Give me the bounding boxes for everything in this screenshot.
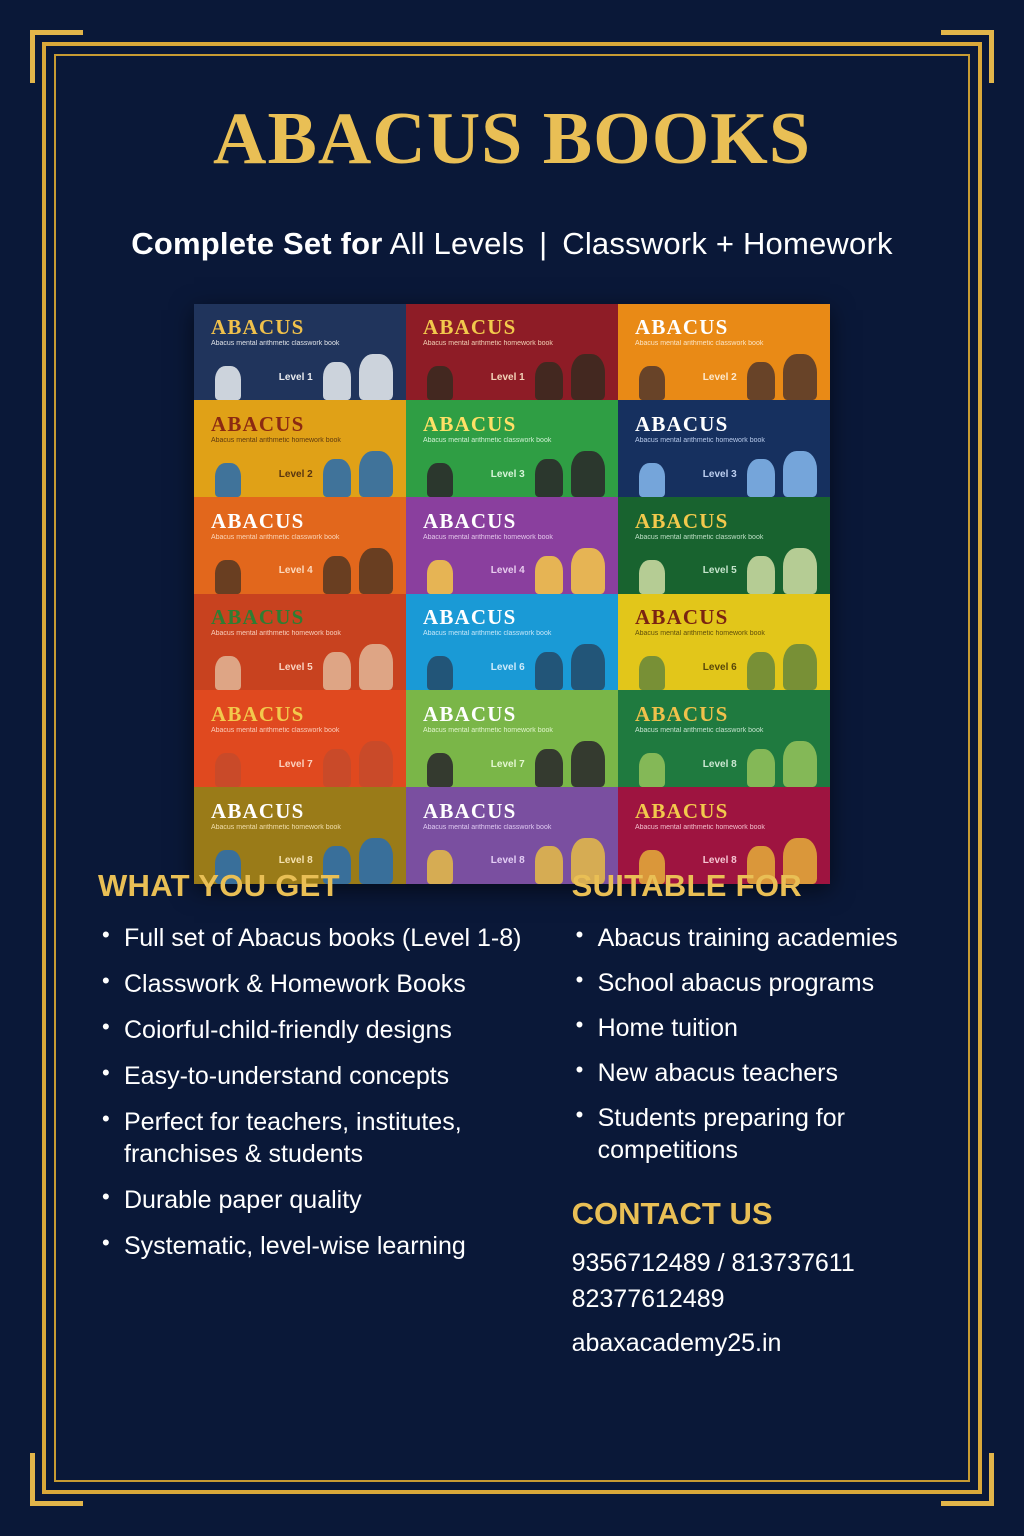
subtitle-levels: All Levels [389,225,525,261]
book-cover-subtitle: Abacus mental arithmetic classwork book [422,630,552,638]
book-cover-level: Level 8 [278,855,313,867]
suitable-for-item: • Abacus training academies [572,922,944,954]
book-cover-level: Level 6 [490,661,525,673]
page-title: ABACUS BOOKS [213,98,811,180]
book-cover [406,594,618,691]
book-cover-illustration [571,644,605,690]
book-cover [406,690,618,787]
suitable-for-item: • New abacus teachers [572,1057,944,1089]
book-cover-illustration [323,749,351,787]
what-you-get-item: • Systematic, level-wise learning [98,1230,536,1262]
book-cover-title: ABACUS [422,411,517,436]
book-cover-title: ABACUS [422,605,517,630]
book-cover-illustration [783,451,817,497]
book-cover [194,594,406,691]
book-cover-illustration [359,451,393,497]
what-you-get-item: • Classwork & Homework Books [98,968,536,1000]
book-cover-illustration [571,451,605,497]
book-cover-subtitle: Abacus mental arithmetic homework book [634,436,765,444]
book-cover-subtitle: Abacus mental arithmetic homework book [634,630,765,638]
book-cover-illustration [427,656,453,690]
info-columns [98,868,944,1358]
book-cover-level: Level 7 [490,758,525,770]
book-cover-illustration [427,366,453,400]
suitable-for-section [572,868,944,1358]
book-cover-level: Level 5 [702,565,737,577]
book-cover [406,497,618,594]
book-cover [194,497,406,594]
what-you-get-section [98,868,536,1358]
book-cover-subtitle: Abacus mental arithmetic homework book [210,630,341,638]
book-cover-title: ABACUS [634,798,729,823]
book-cover-illustration [639,753,665,787]
book-cover-illustration [571,548,605,594]
book-cover-title: ABACUS [634,315,729,340]
what-you-get-item: • Coiorful-child-friendly designs [98,1014,536,1046]
book-cover-level: Level 2 [702,371,737,383]
book-cover-level: Level 5 [278,661,313,673]
book-cover-illustration [783,644,817,690]
book-cover-illustration [427,560,453,594]
book-cover-illustration [747,556,775,594]
book-cover-title: ABACUS [210,315,305,340]
contact-phone-line-2[interactable]: 82377612489 [571,1284,725,1313]
book-cover-title: ABACUS [634,605,729,630]
what-you-get-item: • Perfect for teachers, institutes, franchises & students [98,1106,536,1170]
suitable-for-heading: SUITABLE FOR [571,868,802,903]
book-cover-illustration [639,463,665,497]
book-cover-illustration [783,741,817,787]
book-cover-level: Level 4 [490,565,525,577]
book-cover-level: Level 2 [278,468,313,480]
book-cover-illustration [215,560,241,594]
book-cover [194,304,406,401]
book-cover-subtitle: Abacus mental arithmetic homework book [210,436,341,444]
book-cover-illustration [639,656,665,690]
book-cover-illustration [323,556,351,594]
subtitle-prefix: Complete Set for [131,225,383,261]
subtitle-divider: | [539,225,548,261]
book-cover [194,690,406,787]
book-cover-subtitle: Abacus mental arithmetic homework book [634,823,765,831]
book-cover-illustration [639,560,665,594]
book-cover-subtitle: Abacus mental arithmetic classwork book [634,340,764,348]
book-cover-illustration [535,362,563,400]
what-you-get-heading: WHAT YOU GET [98,868,340,903]
book-cover-illustration [323,362,351,400]
book-cover-title: ABACUS [210,798,305,823]
book-cover-subtitle: Abacus mental arithmetic classwork book [422,436,552,444]
what-you-get-list [98,922,536,1262]
contact-phone-line-1[interactable]: 9356712489 / 813737611 [571,1249,855,1277]
book-cover-subtitle: Abacus mental arithmetic classwork book [210,340,340,348]
book-cover-subtitle: Abacus mental arithmetic homework book [210,823,341,831]
subtitle-suffix: Classwork + Homework [562,225,893,261]
book-cover-illustration [427,463,453,497]
book-cover-subtitle: Abacus mental arithmetic classwork book [422,823,552,831]
book-cover-illustration [535,556,563,594]
book-cover-title: ABACUS [210,508,305,533]
book-cover [618,690,830,787]
book-cover-level: Level 8 [702,758,737,770]
book-cover-title: ABACUS [210,605,305,630]
book-cover-title: ABACUS [210,411,305,436]
what-you-get-item: • Easy-to-understand concepts [98,1060,536,1092]
book-cover-illustration [535,749,563,787]
book-cover-illustration [571,354,605,400]
abacus-books-grid-photo [194,304,830,884]
what-you-get-item: • Durable paper quality [98,1184,536,1216]
book-cover [618,497,830,594]
book-cover-title: ABACUS [634,508,729,533]
book-cover-level: Level 3 [702,468,737,480]
suitable-for-item: • Students preparing for competitions [572,1102,944,1166]
book-cover-illustration [215,366,241,400]
book-cover-illustration [215,463,241,497]
suitable-for-item: • Home tuition [572,1012,944,1044]
book-cover-level: Level 1 [490,371,525,383]
book-cover-illustration [783,548,817,594]
book-cover [618,594,830,691]
book-cover-level: Level 8 [490,855,525,867]
page-subtitle [70,226,954,262]
book-cover-title: ABACUS [422,508,517,533]
book-cover-subtitle: Abacus mental arithmetic homework book [422,726,553,734]
book-cover-title: ABACUS [634,701,729,726]
contact-us-heading: CONTACT US [571,1196,773,1231]
book-cover [618,304,830,401]
what-you-get-item: • Full set of Abacus books (Level 1‑8) [98,922,536,954]
book-cover [618,400,830,497]
book-cover-illustration [747,749,775,787]
contact-website[interactable]: abaxacademy25.in [571,1329,782,1357]
book-cover-subtitle: Abacus mental arithmetic classwork book [210,533,340,541]
book-cover-illustration [215,656,241,690]
book-cover-illustration [747,362,775,400]
book-cover-title: ABACUS [634,411,729,436]
suitable-for-item: • School abacus programs [572,967,944,999]
book-cover-subtitle: Abacus mental arithmetic classwork book [634,533,764,541]
book-cover-illustration [639,366,665,400]
book-cover-level: Level 7 [278,758,313,770]
book-cover-illustration [535,652,563,690]
book-cover-level: Level 4 [278,565,313,577]
book-cover-subtitle: Abacus mental arithmetic classwork book [210,726,340,734]
book-cover-illustration [427,753,453,787]
book-cover-level: Level 8 [702,855,737,867]
suitable-for-list [572,922,944,1166]
book-cover-illustration [571,741,605,787]
book-cover-illustration [323,459,351,497]
book-cover-illustration [535,459,563,497]
book-cover-illustration [783,354,817,400]
poster-content [70,70,954,1466]
book-cover-illustration [747,459,775,497]
book-cover-level: Level 1 [278,371,313,383]
book-cover-level: Level 3 [490,468,525,480]
book-cover [406,400,618,497]
book-cover-illustration [359,354,393,400]
book-cover-illustration [359,644,393,690]
book-cover [194,400,406,497]
book-cover [406,304,618,401]
book-cover-level: Level 6 [702,661,737,673]
book-cover-illustration [747,652,775,690]
book-cover-subtitle: Abacus mental arithmetic classwork book [634,726,764,734]
book-cover-subtitle: Abacus mental arithmetic homework book [422,340,553,348]
book-cover-illustration [323,652,351,690]
book-cover-subtitle: Abacus mental arithmetic homework book [422,533,553,541]
book-cover-title: ABACUS [422,798,517,823]
book-cover-title: ABACUS [210,701,305,726]
book-cover-illustration [359,741,393,787]
book-cover-illustration [215,753,241,787]
book-cover-title: ABACUS [422,315,517,340]
book-cover-title: ABACUS [422,701,517,726]
book-cover-illustration [359,548,393,594]
